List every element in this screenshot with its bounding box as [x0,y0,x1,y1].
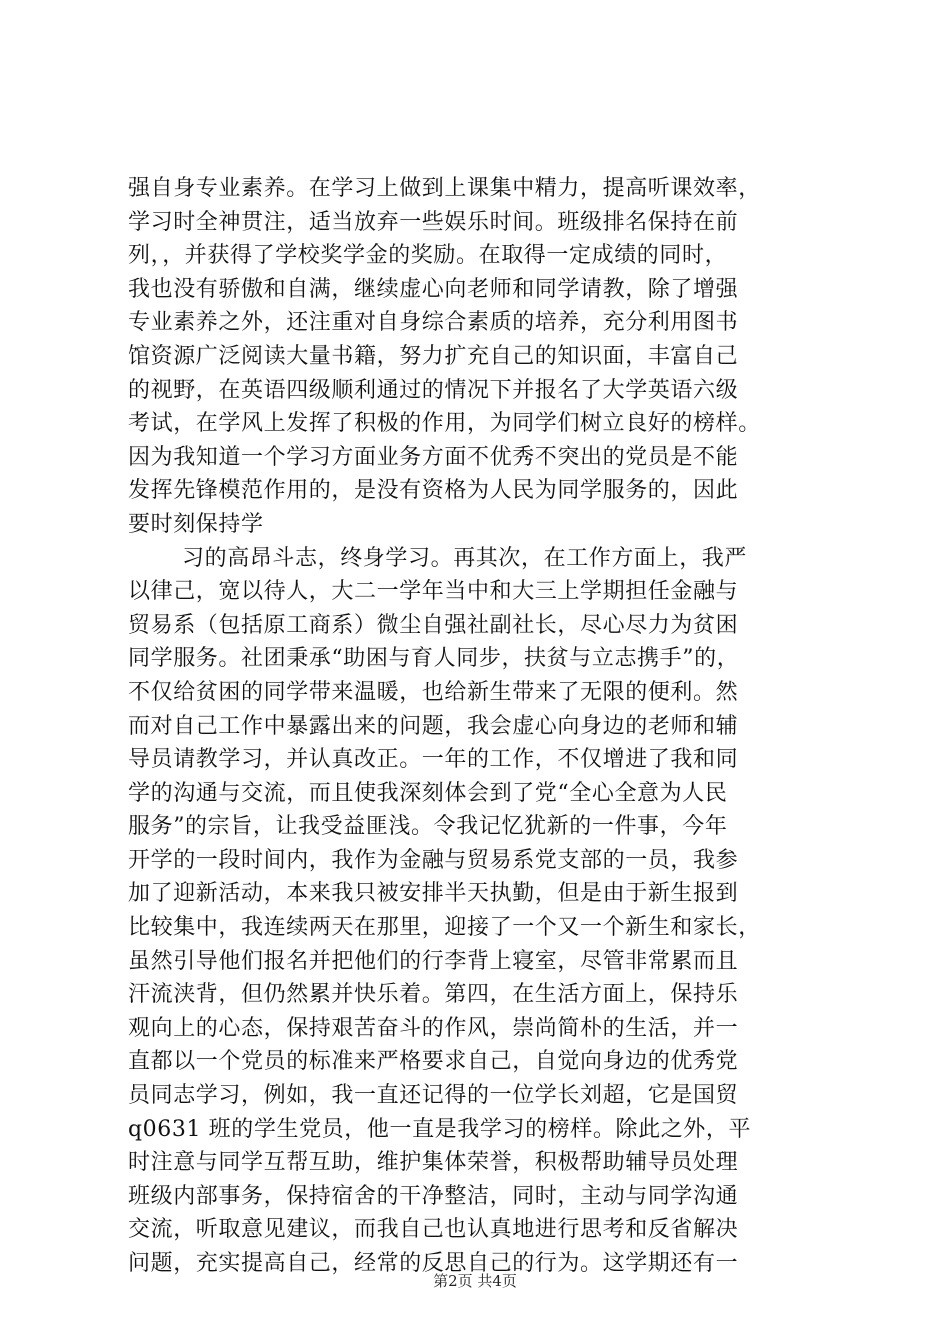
body-text [128,172,828,1281]
text-line: 服务”的宗旨，让我受益匪浅。令我记忆犹新的一件事，今年 [128,814,728,840]
text-line: 强自身专业素养。在学习上做到上课集中精力，提高听课效率， [128,176,761,201]
text-line: 直都以一个党员的标准来严格要求自己，自觉向身边的优秀党 [128,1049,739,1075]
text-line: 专业素养之外，还注重对自身综合素质的培养，充分利用图书 [128,310,739,336]
text-line: 导员请教学习，并认真改正。一年的工作，不仅增进了我和同 [128,747,739,773]
text-line: 而对自己工作中暴露出来的问题，我会虚心向身边的老师和辅 [128,713,739,739]
page-number-footer: 第2页 共4页 [433,1272,517,1290]
text-line: 开学的一段时间内，我作为金融与贸易系党支部的一员，我参 [128,847,739,873]
text-line: 班级内部事务，保持宿舍的干净整洁，同时，主动与同学沟通 [128,1183,739,1209]
text-line: 不仅给贫困的同学带来温暖，也给新生带来了无限的便利。然 [128,679,739,705]
text-line: 贸易系（包括原工商系）微尘自强社副社长，尽心尽力为贫困 [128,612,739,638]
text-line: 虽然引导他们报名并把他们的行李背上寝室，尽管非常累而且 [128,948,739,974]
text-line: 以律己，宽以待人，大二一学年当中和大三上学期担任金融与 [128,579,739,605]
text-line: 时注意与同学互帮互助，维护集体荣誉，积极帮助辅导员处理 [128,1150,739,1176]
text-line: 学习时全神贯注，适当放弃一些娱乐时间。班级排名保持在前 [128,209,739,235]
text-line: 同学服务。社团秉承“助困与育人同步，扶贫与立志携手”的， [128,646,740,672]
text-line: 员同志学习，例如，我一直还记得的一位学长刘超，它是国贸 [128,1083,739,1109]
text-line: 馆资源广泛阅读大量书籍，努力扩充自己的知识面，丰富自己 [128,343,739,369]
paragraph-start-line: 习的高昂斗志，终身学习。再其次，在工作方面上，我严 [182,545,748,571]
text-line: q0631 班的学生党员，他一直是我学习的榜样。除此之外，平 [128,1116,752,1142]
text-line: 要时刻保持学 [128,511,264,537]
text-line: 观向上的心态，保持艰苦奋斗的作风，崇尚简朴的生活，并一 [128,1015,739,1041]
text-line: 我也没有骄傲和自满，继续虚心向老师和同学请教，除了增强 [128,276,739,302]
text-line: 交流，听取意见建议，而我自己也认真地进行思考和反省解决 [128,1217,739,1243]
text-line: 汗流浃背，但仍然累并快乐着。第四，在生活方面上，保持乐 [128,982,739,1008]
text-line: 列，，并获得了学校奖学金的奖励。在取得一定成绩的同时， [128,243,728,269]
text-line: 发挥先锋模范作用的，是没有资格为人民为同学服务的，因此 [128,478,739,504]
text-line: 因为我知道一个学习方面业务方面不优秀不突出的党员是不能 [128,444,739,470]
text-line: 比较集中，我连续两天在那里，迎接了一个又一个新生和家长， [128,915,761,941]
text-line: 加了迎新活动，本来我只被安排半天执勤，但是由于新生报到 [128,881,739,907]
text-line: 的视野，在英语四级顺利通过的情况下并报名了大学英语六级 [128,377,739,403]
text-line: 考试，在学风上发挥了积极的作用，为同学们树立良好的榜样。 [128,411,761,437]
text-line: 问题，充实提高自己，经常的反思自己的行为。这学期还有一 [128,1251,739,1276]
text-line: 学的沟通与交流，而且使我深刻体会到了党“全心全意为人民 [128,780,728,806]
